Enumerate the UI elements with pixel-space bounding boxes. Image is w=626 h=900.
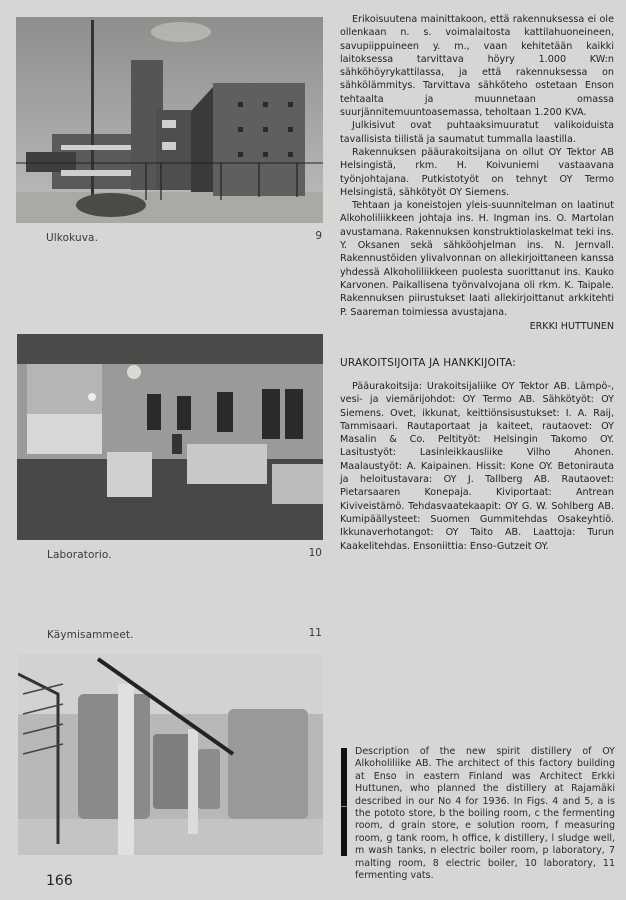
vats-illustration [18,654,323,855]
article-paragraph: Julkisivut ovat puhtaaksimuuratut valikoiduista tavallisista tiilistä ja saumatut tummalla laastilla. [340,120,614,145]
figure-number: 10 [308,547,322,559]
article-paragraph: Tehtaan ja koneistojen yleis-suunnitelman on laatinut Alkoholiliikkeen johtaja ins. H. Ingman ins. O. Martolan avustamana. Rakennuksen konstruktiolaskelmat teki ins. Y. Oksanen sekä sähköohjelman ins. N. Jernvall. Rakennustöiden ylivalvonnan on allekirjoittaneen kanssa yhdessä Alkoholiliikkeen puolesta suorittanut ins. Kauko Karvonen. Paikallisena työnvalvojana oli rkm. K. Taipale. Rakennuksen piirustukset laati allekirjoittanut arkkitehti P. Saareman toimiessa avustajana. [340,200,614,318]
figure-number: 11 [308,627,322,639]
figure-caption: Laboratorio. [47,549,112,561]
english-summary: Description of the new spirit distillery of OY Alkoholiliike AB. The architect of this factory building at Enso in eastern Finland was Architect Erkki Huttunen, who planned the distillery at Rajamäki described in our No 4 for 1936. In Figs. 4 and 5, a is the pototo store, b the boiling room, c the fermenting room, d grain store, e solution room, f measuring room, g tank room, h office, k distillery, l sludge well, m wash tanks, n electric boiler room, p laboratory, 7 malting room, 8 electric boiler, 10 laboratory, 11 fermenting vats. [355,746,615,882]
figure-number: 9 [315,230,322,242]
figure-caption: Ulkokuva. [46,232,99,244]
photo-laboratory [17,334,323,540]
article-paragraph: Erikoisuutena mainittakoon, että rakennuksessa ei ole ollenkaan n. s. voimalaitosta kattilahuoneineen, savupiippuineen y. m., vaan kehitetään kaikki laitoksessa tarvittava höyry 1.000 KW:n sähköhöyrykattilassa, ja että rakennuksessa on sähkölämmitys. Tarvittava sähköteho ostetaan Enson tehtaalta ja muunnetaan omassa suurjännitemuuntoasemassa, teholtaan 1.200 KVA. [340,14,614,119]
author-signature: ERKKI HUTTUNEN [529,320,614,332]
exterior-illustration [16,17,323,223]
article-paragraph: Rakennuksen pääurakoitsijana on ollut OY Tektor AB Helsingistä, rkm. H. Koivuniemi vastaavana työnjohtajana. Putkistotyöt on tehnyt OY Termo Helsingistä, sähkötyöt OY Siemens. [340,146,614,198]
contractors-heading: URAKOITSIJOITA JA HANKKIJOITA: [340,357,516,369]
photo-exterior [16,17,323,223]
summary-marker-bar [341,748,347,856]
article-body [340,13,614,333]
figure-caption: Käymisammeet. [47,629,134,641]
laboratory-illustration [17,334,323,540]
contractors-body [340,380,614,553]
contractors-text: Pääurakoitsija: Urakoitsijaliike OY Tektor AB. Lämpö-, vesi- ja viemärijohdot: OY Termo AB. Sähkötyöt: OY Siemens. Ovet, ikkunat, keittiönsisustukset: I. A. Raij, Tammisaari. Rautaportaat ja kaiteet, rautaovet: OY Masalin & Co. Peltityöt: Helsingin Takomo OY. Lasitustyöt: Lasinleikkausliike Vilho Ahonen. Maalaustyöt: A. Kaipainen. Hissit: Kone OY. Betonirauta ja heloitustavara: OY J. Tallberg AB. Rautaovet: Pietarsaaren Konepaja. Kiviportaat: Antrean Kiviveistämö. Tehdasvaatekaapit: OY G. W. Sohlberg AB. Kumipäällysteet: Suomen Gummitehdas Osakeyhtiö. Ikkunaverhotangot: OY Taito AB. Laattoja: Turun Kaakelitehdas. Ensoniittia: Enso-Gutzeit OY. [340,381,614,552]
page-number: 166 [46,873,73,889]
photo-fermenting-vats [18,654,323,855]
